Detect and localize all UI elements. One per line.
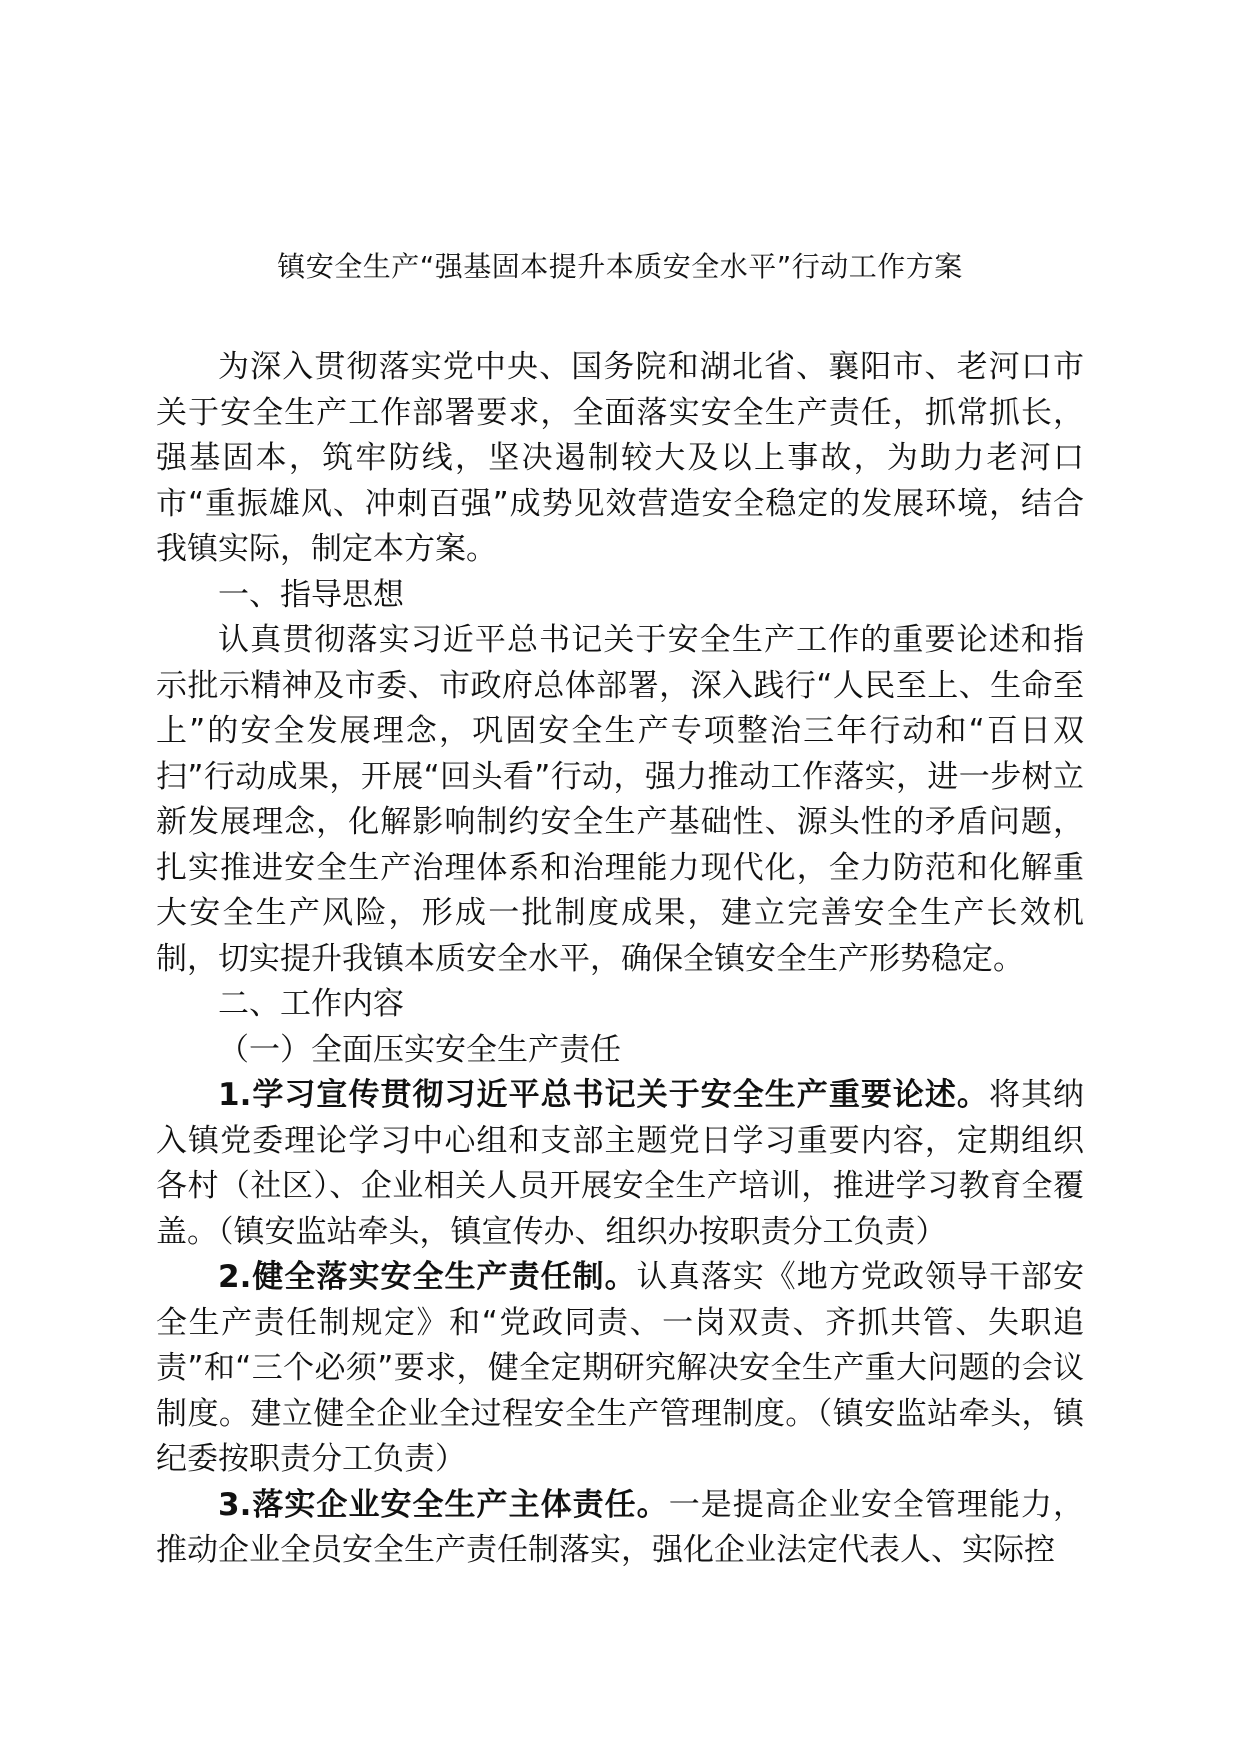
section-heading-guiding-ideology: 一、指导思想 [218, 576, 404, 613]
item-body: 认真落实《地方党政领导干部安全生产责任制规定》和“党政同责、一岗双责、齐抓共管、失职追责”和“三个必须”要求，健全定期研究解决安全生产重大问题的会议制度。建立健全企业全过程安全生产管理制度。（镇安监站牵头，镇纪委按职责分工负责） [156, 1259, 1084, 1477]
numbered-item [156, 1483, 1084, 1574]
item-lead: 3.落实企业安全生产主体责任。 [218, 1486, 669, 1523]
subsection-heading-responsibility: （一）全面压实安全生产责任 [218, 1031, 621, 1068]
numbered-item [156, 1073, 1084, 1255]
intro-paragraph: 为深入贯彻落实党中央、国务院和湖北省、襄阳市、老河口市关于安全生产工作部署要求，全面落实安全生产责任，抓常抓长，强基固本，筑牢防线，坚决遏制较大及以上事故，为助力老河口市“重振雄风、冲刺百强”成势见效营造安全稳定的发展环境，结合我镇实际，制定本方案。 [156, 349, 1084, 567]
item-body: 一是提高企业安全管理能力，推动企业全员安全生产责任制落实，强化企业法定代表人、实际控 [156, 1486, 1084, 1568]
document-title: 镇安全生产“强基固本提升本质安全水平”行动工作方案 [277, 250, 963, 283]
item-lead: 1.学习宣传贯彻习近平总书记关于安全生产重要论述。 [218, 1077, 989, 1113]
document-page [156, 245, 1084, 1574]
item-body: 将其纳入镇党委理论学习中心组和支部主题党日学习重要内容，定期组织各村（社区）、企业相关人员开展安全生产培训，推进学习教育全覆盖。（镇安监站牵头，镇宣传办、组织办按职责分工负责） [156, 1077, 1085, 1250]
guiding-ideology-paragraph: 认真贯彻落实习近平总书记关于安全生产工作的重要论述和指示批示精神及市委、市政府总体部署，深入践行“人民至上、生命至上”的安全发展理念，巩固安全生产专项整治三年行动和“百日双扫”行动成果，开展“回头看”行动，强力推动工作落实，进一步树立新发展理念，化解影响制约安全生产基础性、源头性的矛盾问题，扎实推进安全生产治理体系和治理能力现代化，全力防范和化解重大安全生产风险，形成一批制度成果，建立完善安全生产长效机制，切实提升我镇本质安全水平，确保全镇安全生产形势稳定。 [156, 622, 1084, 977]
section-heading-work-content: 二、工作内容 [218, 986, 404, 1022]
numbered-item [156, 1255, 1084, 1483]
item-lead: 2.健全落实安全生产责任制。 [218, 1259, 637, 1295]
